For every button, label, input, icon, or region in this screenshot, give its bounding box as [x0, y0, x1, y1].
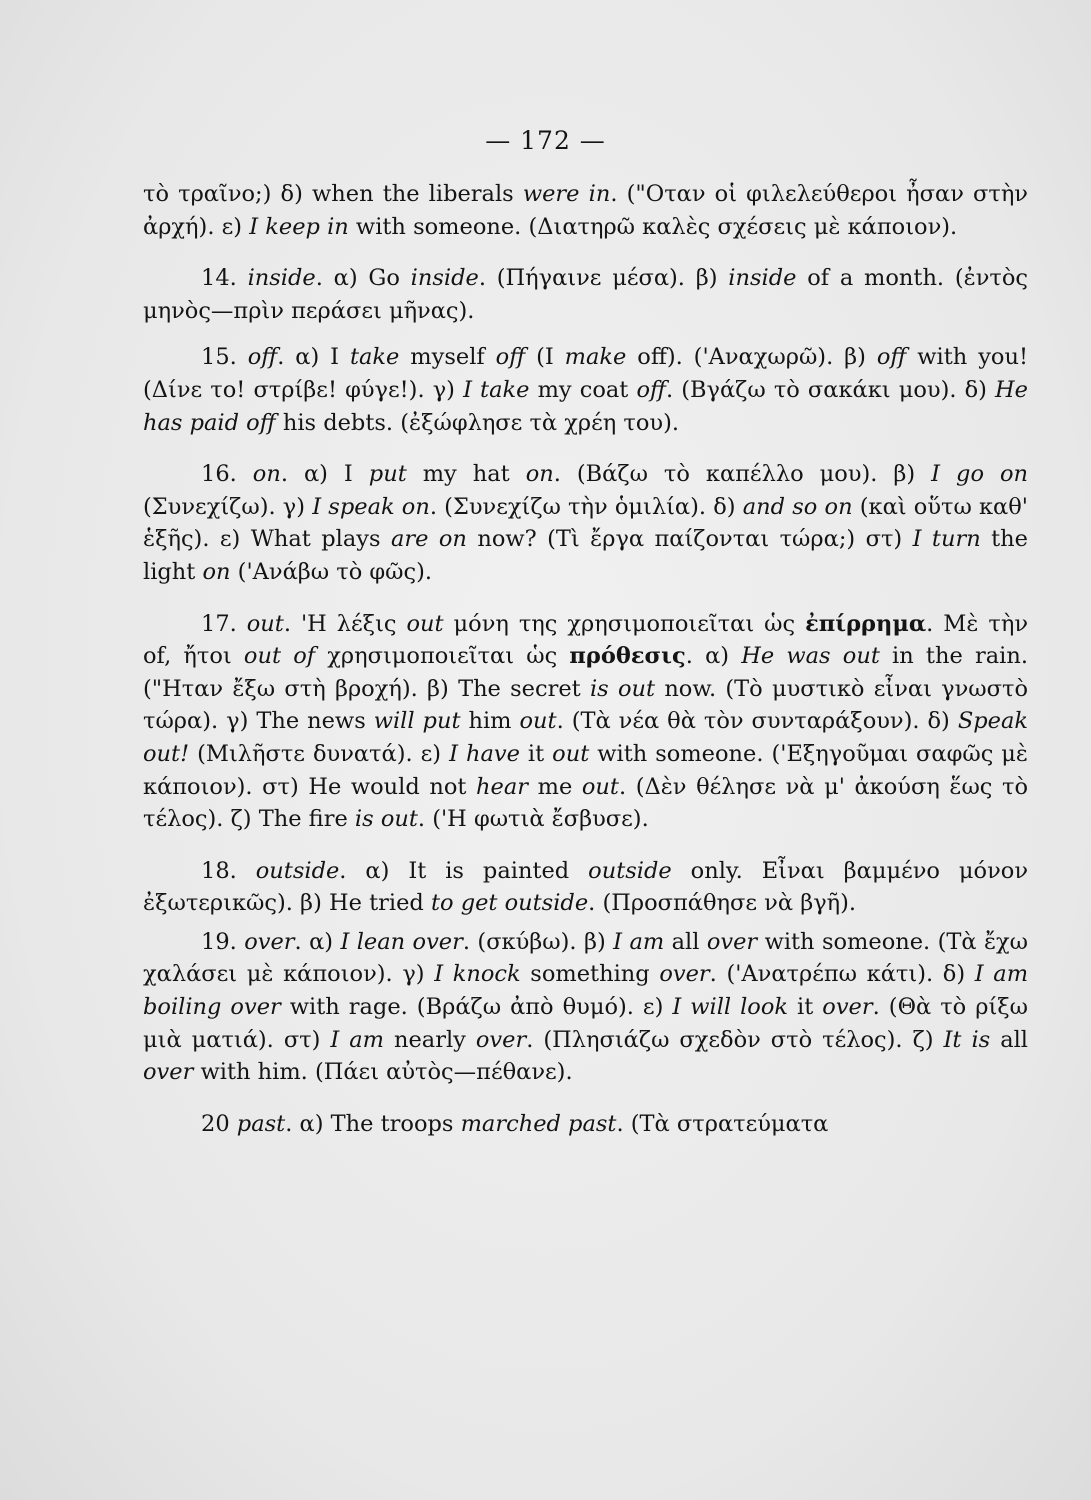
paragraph-17-out: 17. out. 'Η λέξις out μόνη της χρησιμοποιεῖται ὡς ἐπίρρημα. Μὲ τὴν of, ἤτοι out of χρησιμοποιεῖται ὡς πρόθεσις. α) He was out in the rain. ("Ηταν ἔξω στὴ βροχή). β) The secret is out now. (Τὸ μυστικὸ εἶναι γνωστὸ τώρα). γ) The news will put him out. (Τὰ νέα θὰ τὸν συνταράξουν). δ) Speak out! (Μιλῆστε δυνατά). ε) I have it out with someone. ('Εξηγοῦμαι σαφῶς μὲ κάποιον). στ) He would not hear me out. (Δὲν θέλησε νὰ μ' ἀκούση ἕως τὸ τέλος). ζ) The fire is out. ('Η φωτιὰ ἔσβυσε). — [143, 610, 1029, 833]
paragraph-16-on: 16. on. α) I put my hat on. (Βάζω τὸ καπέλλο μου). β) I go on (Συνεχίζω). γ) I speak on. (Συνεχίζω τὴν ὁμιλία). δ) and so on (καὶ οὕτω καθ' ἑξῆς). ε) What plays are on now? (Τὶ ἔργα παίζονται τώρα;) στ) I turn the light on ('Ανάβω τὸ φῶς). — [143, 461, 1029, 585]
paragraph-15-off: 15. off. α) I take myself off (I make off). ('Αναχωρῶ). β) off with you! (Δίνε το! στρίβε! φύγε!). γ) I take my coat off. (Βγάζω τὸ σακάκι μου). δ) He has paid off his debts. (ἐξώφλησε τὰ χρέη του). — [143, 344, 1028, 436]
page-number: — 172 — — [485, 126, 606, 155]
body-text — [143, 178, 1028, 1140]
paragraph-14-inside: 14. inside. α) Go inside. (Πήγαινε μέσα). β) inside of a month. (ἐντὸς μηνὸς—πρὶν περάσει μῆνας). — [143, 265, 1028, 324]
paragraph-continuation: τὸ τραῖνο;) δ) when the liberals were in. ("Οταν οἱ φιλελεύθεροι ἦσαν στὴν ἀρχή). ε) I keep in with someone. (Διατηρῶ καλὲς σχέσεις μὲ κάποιον). — [143, 181, 1028, 240]
paragraph-20-past: 20 past. α) The troops marched past. (Τὰ στρατεύματα — [201, 1110, 829, 1137]
paragraph-18-outside: 18. outside. α) It is painted outside only. Εἶναι βαμμένο μόνον ἐξωτερικῶς). β) He tried to get outside. (Προσπάθησε νὰ βγῆ). — [143, 857, 1029, 917]
paragraph-19-over: 19. over. α) I lean over. (σκύβω). β) I am all over with someone. (Τὰ ἔχω χαλάσει μὲ κάποιον). γ) I knock something over. ('Ανατρέπω κάτι). δ) I am boiling over with rage. (Βράζω ἀπὸ θυμό). ε) I will look it over. (Θὰ τὸ ρίξω μιὰ ματιά). στ) I am nearly over. (Πλησιάζω σχεδὸν στὸ τέλος). ζ) It is all over with him. (Πάει αὐτὸς—πέθανε). — [143, 928, 1029, 1086]
